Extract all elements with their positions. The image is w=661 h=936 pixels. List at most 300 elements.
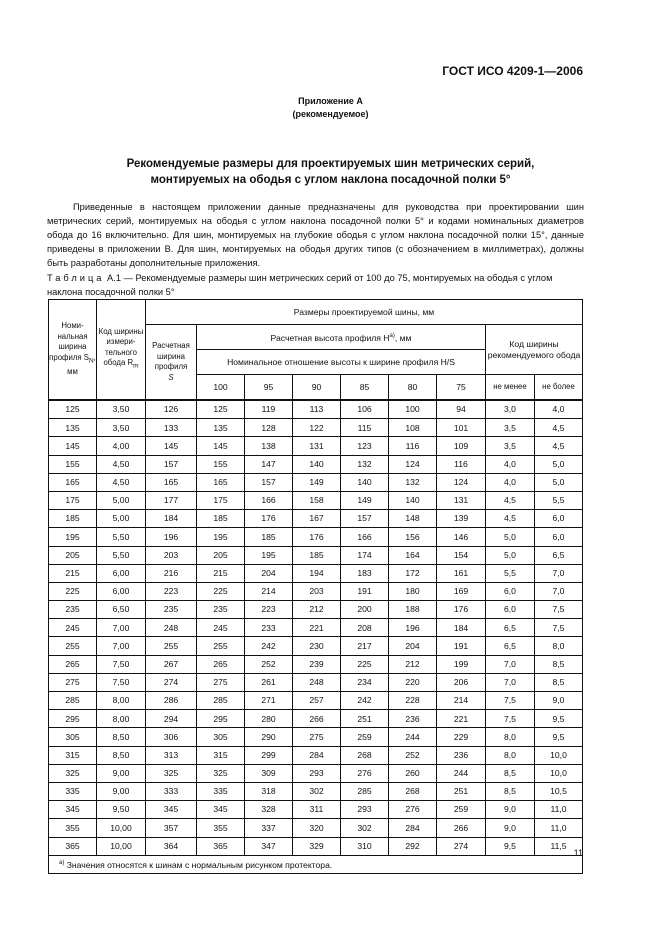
- table-row: [49, 400, 583, 419]
- table-cell: 335: [49, 782, 97, 800]
- table-cell: 8,00: [97, 692, 146, 710]
- table-cell: 140: [389, 491, 437, 509]
- table-cell: 191: [341, 582, 389, 600]
- table-cell: 295: [197, 710, 245, 728]
- table-row: [49, 455, 583, 473]
- table-cell: 225: [49, 582, 97, 600]
- table-row: [49, 673, 583, 691]
- table-cell: 271: [245, 692, 293, 710]
- table-cell: 5,00: [97, 491, 146, 509]
- table-cell: 225: [197, 582, 245, 600]
- header-min: не менее: [486, 375, 535, 401]
- table-cell: 230: [293, 637, 341, 655]
- table-cell: 5,0: [535, 473, 583, 491]
- table-cell: 147: [245, 455, 293, 473]
- table-cell: 347: [245, 837, 293, 855]
- table-cell: 7,5: [535, 619, 583, 637]
- table-cell: 124: [389, 455, 437, 473]
- table-cell: 11,5: [535, 837, 583, 855]
- table-cell: 255: [197, 637, 245, 655]
- table-cell: 6,00: [97, 564, 146, 582]
- table-cell: 274: [146, 673, 197, 691]
- table-cell: 299: [245, 746, 293, 764]
- table-cell: 149: [293, 473, 341, 491]
- title-line-1: Рекомендуемые размеры для проектируемых шин метрических серий,: [126, 158, 535, 170]
- table-cell: 285: [49, 692, 97, 710]
- table-cell: 194: [293, 564, 341, 582]
- table-cell: 315: [197, 746, 245, 764]
- table-cell: 196: [389, 619, 437, 637]
- table-cell: 285: [341, 782, 389, 800]
- table-cell: 3,5: [486, 437, 535, 455]
- table-cell: 290: [245, 728, 293, 746]
- table-cell: 157: [245, 473, 293, 491]
- table-cell: 4,00: [97, 437, 146, 455]
- table-cell: 8,0: [486, 746, 535, 764]
- table-cell: 145: [49, 437, 97, 455]
- table-cell: 235: [49, 601, 97, 619]
- table-cell: 4,5: [535, 437, 583, 455]
- table-cell: 214: [245, 582, 293, 600]
- table-cell: 9,5: [535, 728, 583, 746]
- table-cell: 4,0: [486, 455, 535, 473]
- table-cell: 165: [49, 473, 97, 491]
- table-cell: 9,00: [97, 764, 146, 782]
- table-cell: 225: [341, 655, 389, 673]
- table-cell: 133: [146, 419, 197, 437]
- table-cell: 248: [146, 619, 197, 637]
- table-cell: 119: [245, 400, 293, 419]
- table-cell: 293: [293, 764, 341, 782]
- table-row: [49, 746, 583, 764]
- table-cell: 7,5: [486, 710, 535, 728]
- table-cell: 275: [49, 673, 97, 691]
- table-cell: 6,5: [535, 546, 583, 564]
- table-row: [49, 819, 583, 837]
- header-recommended-rim: Код ширины рекомендуемого обода: [486, 325, 583, 375]
- table-cell: 223: [245, 601, 293, 619]
- table-cell: 6,5: [486, 637, 535, 655]
- table-cell: 184: [146, 510, 197, 528]
- header-nominal-width: Номи-нальная ширина профиля $S_N$, мм: [49, 300, 97, 401]
- table-cell: 9,0: [486, 819, 535, 837]
- table-cell: 5,00: [97, 510, 146, 528]
- table-cell: 175: [197, 491, 245, 509]
- table-cell: 6,0: [535, 510, 583, 528]
- table-cell: 286: [146, 692, 197, 710]
- table-cell: 125: [49, 400, 97, 419]
- table-cell: 3,0: [486, 400, 535, 419]
- table-cell: 185: [49, 510, 97, 528]
- table-cell: 8,5: [486, 764, 535, 782]
- table-cell: 292: [389, 837, 437, 855]
- footnote-row: [49, 855, 583, 873]
- page-number: 11: [573, 848, 583, 858]
- table-cell: 325: [49, 764, 97, 782]
- table-cell: 311: [293, 801, 341, 819]
- table-cell: 7,00: [97, 637, 146, 655]
- table-cell: 302: [293, 782, 341, 800]
- table-cell: 109: [437, 437, 486, 455]
- table-cell: 146: [437, 528, 486, 546]
- table-cell: 138: [245, 437, 293, 455]
- table-cell: 116: [437, 455, 486, 473]
- table-cell: 294: [146, 710, 197, 728]
- table-cell: 183: [341, 564, 389, 582]
- table-row: [49, 692, 583, 710]
- table-cell: 236: [389, 710, 437, 728]
- table-row: [49, 491, 583, 509]
- table-cell: 276: [341, 764, 389, 782]
- table-cell: 5,5: [486, 564, 535, 582]
- table-cell: 328: [245, 801, 293, 819]
- table-cell: 124: [437, 473, 486, 491]
- table-cell: 157: [341, 510, 389, 528]
- table-cell: 204: [245, 564, 293, 582]
- table-cell: 309: [245, 764, 293, 782]
- table-cell: 135: [49, 419, 97, 437]
- table-row: [49, 782, 583, 800]
- table-body: [49, 400, 583, 873]
- table-cell: 345: [197, 801, 245, 819]
- table-cell: 220: [389, 673, 437, 691]
- table-cell: 164: [389, 546, 437, 564]
- table-cell: 244: [437, 764, 486, 782]
- table-cell: 177: [146, 491, 197, 509]
- table-row: [49, 528, 583, 546]
- table-cell: 172: [389, 564, 437, 582]
- table-cell: 9,5: [535, 710, 583, 728]
- table-cell: 175: [49, 491, 97, 509]
- table-cell: 9,0: [535, 692, 583, 710]
- table-cell: 4,0: [535, 400, 583, 419]
- table-cell: 214: [437, 692, 486, 710]
- table-cell: 7,5: [535, 601, 583, 619]
- table-cell: 9,5: [486, 837, 535, 855]
- table-cell: 204: [389, 637, 437, 655]
- table-cell: 313: [146, 746, 197, 764]
- table-cell: 252: [245, 655, 293, 673]
- table-cell: 255: [49, 637, 97, 655]
- table-cell: 337: [245, 819, 293, 837]
- table-cell: 284: [389, 819, 437, 837]
- table-cell: 318: [245, 782, 293, 800]
- footnote: $^{а)}$ Значения относятся к шинам с нормальным рисунком протектора.: [49, 855, 583, 873]
- tire-sizes-table: [48, 299, 583, 874]
- table-cell: 5,5: [535, 491, 583, 509]
- table-cell: 245: [49, 619, 97, 637]
- table-cell: 113: [293, 400, 341, 419]
- table-cell: 221: [437, 710, 486, 728]
- table-row: [49, 637, 583, 655]
- table-cell: 199: [437, 655, 486, 673]
- header-ratio-value: 85: [341, 375, 389, 401]
- table-cell: 157: [146, 455, 197, 473]
- table-cell: 235: [197, 601, 245, 619]
- table-row: [49, 837, 583, 855]
- table-cell: 5,0: [486, 546, 535, 564]
- table-cell: 276: [389, 801, 437, 819]
- table-cell: 7,0: [535, 564, 583, 582]
- header-rim-code: Код ширины измери-тельного обода $R_m$: [97, 300, 146, 401]
- table-cell: 233: [245, 619, 293, 637]
- table-cell: 345: [49, 801, 97, 819]
- table-cell: 101: [437, 419, 486, 437]
- table-row: [49, 473, 583, 491]
- table-cell: 6,0: [486, 582, 535, 600]
- table-cell: 6,5: [486, 619, 535, 637]
- table-cell: 3,5: [486, 419, 535, 437]
- table-cell: 6,0: [535, 528, 583, 546]
- table-cell: 165: [197, 473, 245, 491]
- table-cell: 131: [293, 437, 341, 455]
- annex-heading: [0, 95, 661, 121]
- intro-paragraph: [47, 200, 584, 270]
- table-cell: 216: [146, 564, 197, 582]
- table-cell: 7,0: [535, 582, 583, 600]
- table-cell: 154: [437, 546, 486, 564]
- title-line-2: монтируемых на ободья с углом наклона посадочной полки 5°: [150, 174, 511, 186]
- table-row: [49, 619, 583, 637]
- table-cell: 115: [341, 419, 389, 437]
- document-id: ГОСТ ИСО 4209-1—2006: [442, 64, 583, 78]
- table-cell: 274: [437, 837, 486, 855]
- table-cell: 132: [341, 455, 389, 473]
- table-cell: 310: [341, 837, 389, 855]
- table-cell: 355: [197, 819, 245, 837]
- table-cell: 284: [293, 746, 341, 764]
- table-cell: 10,00: [97, 819, 146, 837]
- header-design-width: Расчетная ширина профиля S: [146, 325, 197, 401]
- table-cell: 325: [146, 764, 197, 782]
- table-cell: 205: [49, 546, 97, 564]
- table-cell: 4,5: [486, 491, 535, 509]
- table-row: [49, 710, 583, 728]
- table-cell: 108: [389, 419, 437, 437]
- table-cell: 221: [293, 619, 341, 637]
- table-cell: 4,50: [97, 455, 146, 473]
- table-cell: 3,50: [97, 419, 146, 437]
- table-cell: 7,00: [97, 619, 146, 637]
- table-cell: 305: [197, 728, 245, 746]
- table-row: [49, 564, 583, 582]
- table-cell: 9,00: [97, 782, 146, 800]
- table-cell: 126: [146, 400, 197, 419]
- table-cell: 236: [437, 746, 486, 764]
- table-cell: 145: [146, 437, 197, 455]
- table-cell: 155: [197, 455, 245, 473]
- table-cell: 158: [293, 491, 341, 509]
- table-cell: 155: [49, 455, 97, 473]
- intro-text: Приведенные в настоящем приложении данные предназначены для руководства при проектировании шин метрических серий, монтируемых на ободья с углом наклона посадочной полки 5° и кодами номинальных диаметров обода до 16 включительно. Для шин, монтируемых на глубокие ободья с углом наклона посадочной полки 15°, данные приведены в приложении В. Для шин, монтируемых на ободья других типов (с обозначением в миллиметрах), должны быть разработаны дополнительные приложения.: [47, 202, 584, 268]
- table-cell: 169: [437, 582, 486, 600]
- table-cell: 7,0: [486, 673, 535, 691]
- table-cell: 8,0: [486, 728, 535, 746]
- header-sizes: Размеры проектируемой шины, мм: [146, 300, 583, 325]
- table-cell: 6,50: [97, 601, 146, 619]
- table-cell: 100: [389, 400, 437, 419]
- table-cell: 242: [341, 692, 389, 710]
- header-ratio-value: 100: [197, 375, 245, 401]
- table-cell: 140: [341, 473, 389, 491]
- table-row: [49, 419, 583, 437]
- table-cell: 365: [197, 837, 245, 855]
- table-cell: 275: [293, 728, 341, 746]
- header-ratio-value: 80: [389, 375, 437, 401]
- table-cell: 5,0: [535, 455, 583, 473]
- section-title: [0, 156, 661, 188]
- table-cell: 8,5: [486, 782, 535, 800]
- table-cell: 345: [146, 801, 197, 819]
- table-cell: 106: [341, 400, 389, 419]
- table-cell: 180: [389, 582, 437, 600]
- table-cell: 7,0: [486, 655, 535, 673]
- table-cell: 268: [341, 746, 389, 764]
- table-cell: 161: [437, 564, 486, 582]
- table-cell: 174: [341, 546, 389, 564]
- table-row: [49, 655, 583, 673]
- table-cell: 10,0: [535, 746, 583, 764]
- table-caption: [47, 271, 584, 299]
- table-cell: 188: [389, 601, 437, 619]
- table-cell: 285: [197, 692, 245, 710]
- table-cell: 355: [49, 819, 97, 837]
- table-cell: 156: [389, 528, 437, 546]
- table-cell: 8,00: [97, 710, 146, 728]
- table-cell: 7,50: [97, 655, 146, 673]
- table-cell: 4,5: [535, 419, 583, 437]
- table-cell: 257: [293, 692, 341, 710]
- table-row: [49, 582, 583, 600]
- table-cell: 7,5: [486, 692, 535, 710]
- table-cell: 260: [389, 764, 437, 782]
- table-cell: 8,5: [535, 655, 583, 673]
- header-ratio-value: 90: [293, 375, 341, 401]
- table-cell: 8,0: [535, 637, 583, 655]
- header-ratio: Номинальное отношение высоты к ширине профиля H/S: [197, 350, 486, 375]
- table-cell: 11,0: [535, 819, 583, 837]
- table-cell: 4,50: [97, 473, 146, 491]
- header-height: Расчетная высота профиля $H^{а)}$, мм: [197, 325, 486, 350]
- table-cell: 357: [146, 819, 197, 837]
- table-cell: 4,5: [486, 510, 535, 528]
- table-row: [49, 728, 583, 746]
- table-cell: 255: [146, 637, 197, 655]
- table-cell: 8,50: [97, 746, 146, 764]
- table-cell: 280: [245, 710, 293, 728]
- table-cell: 302: [341, 819, 389, 837]
- table-cell: 266: [437, 819, 486, 837]
- table-cell: 252: [389, 746, 437, 764]
- table-cell: 185: [245, 528, 293, 546]
- table-cell: 184: [437, 619, 486, 637]
- table-cell: 217: [341, 637, 389, 655]
- table-cell: 195: [245, 546, 293, 564]
- table-cell: 9,0: [486, 801, 535, 819]
- table-cell: 223: [146, 582, 197, 600]
- table-cell: 235: [146, 601, 197, 619]
- table-cell: 267: [146, 655, 197, 673]
- table-cell: 8,5: [535, 673, 583, 691]
- table-cell: 4,0: [486, 473, 535, 491]
- table-cell: 234: [341, 673, 389, 691]
- table-cell: 265: [49, 655, 97, 673]
- table-cell: 205: [197, 546, 245, 564]
- table-row: [49, 510, 583, 528]
- table-cell: 333: [146, 782, 197, 800]
- table-cell: 191: [437, 637, 486, 655]
- table-cell: 196: [146, 528, 197, 546]
- table-cell: 315: [49, 746, 97, 764]
- table-cell: 265: [197, 655, 245, 673]
- table-cell: 215: [197, 564, 245, 582]
- table-cell: 123: [341, 437, 389, 455]
- table-cell: 320: [293, 819, 341, 837]
- caption-text: А.1 — Рекомендуемые размеры шин метрических серий от 100 до 75, монтируемых на ободья с углом наклона посадочной полки 5°: [47, 273, 553, 297]
- table-cell: 305: [49, 728, 97, 746]
- table-cell: 132: [389, 473, 437, 491]
- table-cell: 176: [245, 510, 293, 528]
- table-cell: 145: [197, 437, 245, 455]
- table-cell: 245: [197, 619, 245, 637]
- caption-label: Таблица: [47, 273, 105, 283]
- table-cell: 8,50: [97, 728, 146, 746]
- table-cell: 5,50: [97, 528, 146, 546]
- table-cell: 266: [293, 710, 341, 728]
- table-cell: 244: [389, 728, 437, 746]
- table-header: [49, 300, 583, 401]
- table-cell: 229: [437, 728, 486, 746]
- table-cell: 325: [197, 764, 245, 782]
- table-row: [49, 601, 583, 619]
- table-cell: 329: [293, 837, 341, 855]
- table-cell: 261: [245, 673, 293, 691]
- annex-status: (рекомендуемое): [292, 109, 369, 119]
- table-cell: 306: [146, 728, 197, 746]
- table-cell: 176: [437, 601, 486, 619]
- table-cell: 242: [245, 637, 293, 655]
- table-cell: 239: [293, 655, 341, 673]
- table-cell: 195: [49, 528, 97, 546]
- table-cell: 94: [437, 400, 486, 419]
- table-cell: 131: [437, 491, 486, 509]
- table-cell: 10,5: [535, 782, 583, 800]
- table-cell: 149: [341, 491, 389, 509]
- table-cell: 251: [437, 782, 486, 800]
- table-cell: 125: [197, 400, 245, 419]
- annex-title: Приложение А: [298, 96, 363, 106]
- table-cell: 7,50: [97, 673, 146, 691]
- table-cell: 185: [197, 510, 245, 528]
- table-cell: 6,0: [486, 601, 535, 619]
- table-cell: 275: [197, 673, 245, 691]
- table-cell: 215: [49, 564, 97, 582]
- table-cell: 335: [197, 782, 245, 800]
- table-cell: 139: [437, 510, 486, 528]
- table-cell: 135: [197, 419, 245, 437]
- table-cell: 248: [293, 673, 341, 691]
- table-cell: 268: [389, 782, 437, 800]
- table-cell: 10,00: [97, 837, 146, 855]
- table-cell: 140: [293, 455, 341, 473]
- table-cell: 206: [437, 673, 486, 691]
- table-cell: 365: [49, 837, 97, 855]
- table-cell: 11,0: [535, 801, 583, 819]
- table-cell: 166: [245, 491, 293, 509]
- table-row: [49, 764, 583, 782]
- table-cell: 364: [146, 837, 197, 855]
- table-cell: 6,00: [97, 582, 146, 600]
